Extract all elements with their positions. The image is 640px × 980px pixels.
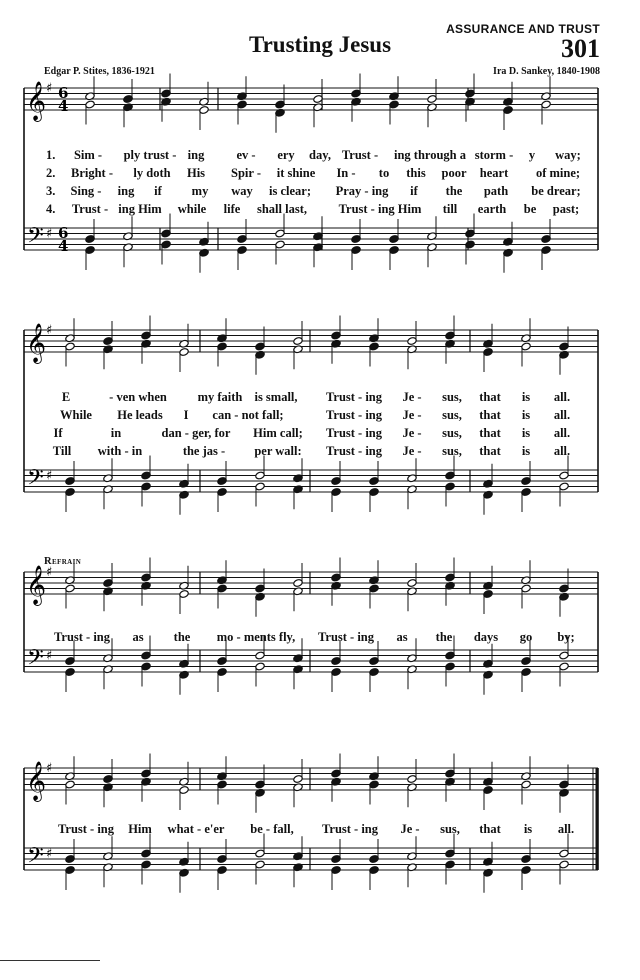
lyric-syllable: all. <box>557 822 575 836</box>
lyric-syllable: can - not fall; <box>212 408 284 422</box>
sharp-sign: ♯ <box>46 81 53 96</box>
verse-number: 4. <box>46 202 56 216</box>
lyric-syllable: sus, <box>442 390 462 404</box>
lyric-syllable: Till <box>52 444 72 458</box>
lyric-syllable: be <box>523 202 537 216</box>
verse-number: 2. <box>46 166 56 180</box>
lyric-syllable: be - fall, <box>250 822 294 836</box>
time-signature-top: 6 <box>58 224 69 242</box>
lyric-syllable: Trust - ing <box>325 426 383 440</box>
lyric-syllable: that <box>479 408 501 422</box>
lyric-syllable: heart <box>479 166 509 180</box>
lyric-syllable: that <box>479 444 501 458</box>
hymn-title: Trusting Jesus <box>248 32 392 57</box>
lyric-syllable: mo - ments fly, <box>216 630 296 644</box>
lyric-syllable: my faith <box>197 390 243 404</box>
lyric-line-s2-v3 <box>0 426 640 444</box>
lyric-syllable: shall last, <box>256 202 308 216</box>
lyric-line-s2-v1 <box>0 390 640 408</box>
lyric-syllable: is <box>521 390 531 404</box>
bass-clef: 𝄢 <box>27 843 44 874</box>
lyric-syllable: Je - <box>400 822 420 836</box>
lyric-syllable: is <box>521 444 531 458</box>
lyric-syllable: While <box>60 408 92 422</box>
lyric-syllable: ly doth <box>133 166 171 180</box>
lyric-syllable: Him <box>128 822 152 836</box>
lyric-syllable: be drear; <box>531 184 581 198</box>
lyric-syllable: ing through a <box>393 148 467 162</box>
lyric-syllable: path <box>483 184 509 198</box>
bass-clef: 𝄢 <box>27 645 44 676</box>
lyric-syllable: E <box>61 390 71 404</box>
lyric-syllable: In - <box>336 166 356 180</box>
footer-rule <box>0 960 100 961</box>
lyric-syllable: all. <box>553 426 571 440</box>
lyric-syllable: is small, <box>254 390 298 404</box>
lyric-syllable: sus, <box>440 822 460 836</box>
lyric-syllable: - ven when <box>109 390 167 404</box>
words-credit: Edgar P. Stites, 1836-1921 <box>44 66 155 77</box>
lyric-syllable: Trust - ing <box>57 822 115 836</box>
lyric-syllable: I <box>183 408 189 422</box>
lyric-syllable: sus, <box>442 444 462 458</box>
lyric-syllable: the <box>173 630 191 644</box>
lyric-syllable: all. <box>553 390 571 404</box>
lyric-syllable: storm - <box>474 148 514 162</box>
lyric-line-s4 <box>0 822 640 840</box>
sharp-sign: ♯ <box>46 226 53 242</box>
lyric-syllable: if <box>410 184 418 198</box>
lyric-syllable: Je - <box>402 390 422 404</box>
sharp-sign: ♯ <box>46 846 53 862</box>
lyric-syllable: Sing - <box>70 184 102 198</box>
lyric-syllable: y <box>528 148 536 162</box>
lyric-syllable: day, <box>309 148 331 162</box>
lyric-syllable: past; <box>552 202 580 216</box>
lyric-syllable: all. <box>553 444 571 458</box>
lyric-syllable: If <box>53 426 63 440</box>
lyric-syllable: is clear; <box>269 184 311 198</box>
lyric-line-s1-v2 <box>0 166 640 184</box>
lyric-syllable: Trust - ing Him <box>338 202 422 216</box>
lyric-syllable: ing <box>117 184 135 198</box>
lyric-syllable: ery <box>277 148 295 162</box>
lyric-syllable: is <box>521 426 531 440</box>
lyric-syllable: Je - <box>402 408 422 422</box>
lyric-syllable: all. <box>553 408 571 422</box>
lyric-syllable: Trust - ing <box>317 630 375 644</box>
music-credit: Ira D. Sankey, 1840-1908 <box>493 66 600 77</box>
lyric-syllable: the jas - <box>182 444 226 458</box>
lyric-syllable: per wall: <box>254 444 302 458</box>
lyric-syllable: in <box>110 426 122 440</box>
lyric-syllable: the <box>435 630 453 644</box>
lyric-syllable: that <box>479 822 501 836</box>
treble-clef: 𝄞 <box>26 323 47 363</box>
lyric-syllable: it shine <box>276 166 316 180</box>
lyric-syllable: Pray - ing <box>335 184 389 198</box>
time-signature-bottom: 4 <box>58 97 69 115</box>
sharp-sign: ♯ <box>46 565 53 580</box>
lyric-syllable: way <box>231 184 253 198</box>
lyric-line-s2-v2 <box>0 408 640 426</box>
bass-clef: 𝄢 <box>27 465 44 496</box>
lyric-syllable: earth <box>477 202 507 216</box>
lyric-line-s3 <box>0 630 640 648</box>
sharp-sign: ♯ <box>46 761 53 776</box>
section-category: ASSURANCE AND TRUST <box>446 22 600 36</box>
lyric-syllable: ing <box>187 148 205 162</box>
lyric-syllable: Trust - ing <box>325 444 383 458</box>
lyric-syllable: if <box>154 184 162 198</box>
lyric-syllable: Trust - ing <box>325 408 383 422</box>
lyric-syllable: ev - <box>236 148 256 162</box>
lyric-syllable: Trust - ing <box>325 390 383 404</box>
verse-number: 1. <box>46 148 56 162</box>
lyric-syllable: ing Him <box>118 202 162 216</box>
lyric-syllable: poor <box>441 166 467 180</box>
sharp-sign: ♯ <box>46 323 53 338</box>
lyric-syllable: my <box>191 184 209 198</box>
lyric-syllable: that <box>479 426 501 440</box>
lyric-syllable: Je - <box>402 426 422 440</box>
lyric-syllable: this <box>406 166 426 180</box>
time-signature-top: 6 <box>58 84 69 102</box>
lyric-syllable: with - in <box>97 444 143 458</box>
treble-clef: 𝄞 <box>26 81 47 121</box>
lyric-syllable: Trust - <box>341 148 379 162</box>
lyric-syllable: life <box>223 202 241 216</box>
lyric-syllable: of mine; <box>535 166 581 180</box>
lyric-line-s1-v3 <box>0 184 640 202</box>
lyric-syllable: Bright - <box>70 166 114 180</box>
lyric-syllable: the <box>445 184 463 198</box>
lyric-syllable: Je - <box>402 444 422 458</box>
lyric-syllable: His <box>186 166 206 180</box>
lyric-syllable: dan - ger, for <box>161 426 231 440</box>
lyric-syllable: sus, <box>442 426 462 440</box>
lyric-line-s2-v4 <box>0 444 640 462</box>
lyric-syllable: what - e'er <box>167 822 225 836</box>
lyric-syllable: go <box>519 630 533 644</box>
lyric-syllable: till <box>442 202 458 216</box>
lyric-syllable: Him call; <box>253 426 303 440</box>
sharp-sign: ♯ <box>46 468 53 484</box>
lyric-syllable: Trust - ing <box>321 822 379 836</box>
lyric-syllable: way; <box>555 148 581 162</box>
bass-clef: 𝄢 <box>27 223 44 254</box>
lyric-syllable: Trust - ing <box>53 630 111 644</box>
lyric-syllable: Trust - <box>71 202 109 216</box>
treble-clef: 𝄞 <box>26 565 47 605</box>
lyric-syllable: days <box>473 630 499 644</box>
lyric-syllable: by; <box>557 630 575 644</box>
verse-number: 3. <box>46 184 56 198</box>
lyric-syllable: to <box>378 166 390 180</box>
time-signature-bottom: 4 <box>58 237 69 255</box>
hymn-number: 301 <box>561 34 600 63</box>
lyric-syllable: as <box>396 630 408 644</box>
lyric-syllable: He leads <box>117 408 163 422</box>
lyric-syllable: that <box>479 390 501 404</box>
lyric-syllable: Spir - <box>231 166 261 180</box>
refrain-label: Refrain <box>44 556 82 567</box>
lyric-line-s1-v4 <box>0 202 640 220</box>
lyric-syllable: is <box>523 822 533 836</box>
sharp-sign: ♯ <box>46 648 53 664</box>
lyric-syllable: sus, <box>442 408 462 422</box>
lyric-line-s1-v1 <box>0 148 640 166</box>
lyric-syllable: while <box>177 202 207 216</box>
treble-clef: 𝄞 <box>26 761 47 801</box>
lyric-syllable: Sim - <box>73 148 103 162</box>
lyric-syllable: as <box>132 630 144 644</box>
lyric-syllable: ply trust - <box>123 148 177 162</box>
lyric-syllable: is <box>521 408 531 422</box>
